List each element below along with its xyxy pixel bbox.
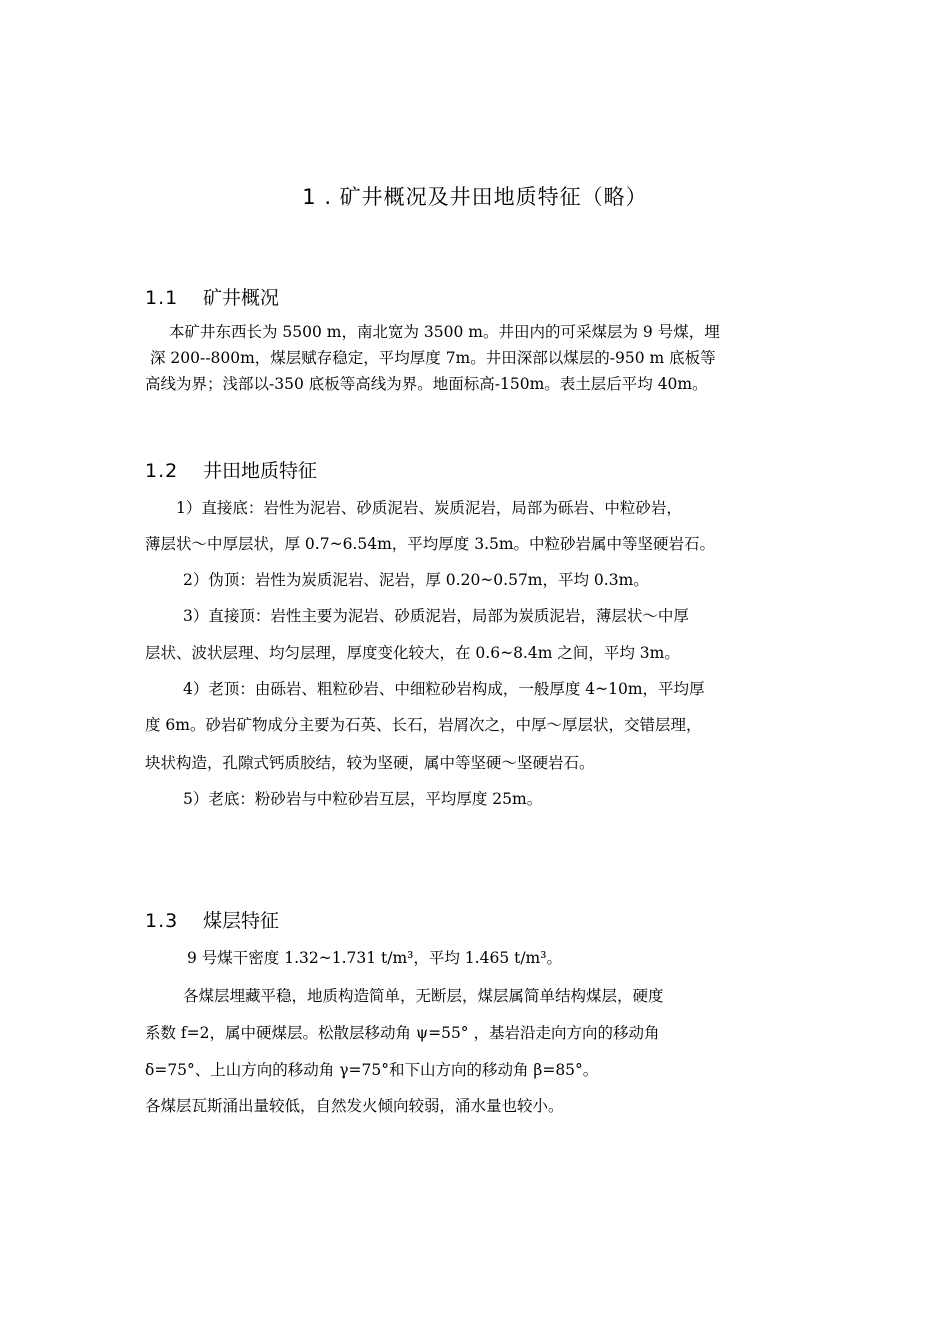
- paragraph-line: 高线为界；浅部以-350 底板等高线为界。地面标高-150m。表土层后平均 40m。: [145, 375, 708, 393]
- paragraph-line: 4）老顶：由砾岩、粗粒砂岩、中细粒砂岩构成，一般厚度 4~10m，平均厚: [183, 680, 705, 698]
- paragraph-line: 5）老底：粉砂岩与中粒砂岩互层，平均厚度 25m。: [183, 790, 543, 808]
- section-number: 1.1: [145, 287, 179, 309]
- paragraph-line: δ=75°、上山方向的移动角 γ=75°和下山方向的移动角 β=85°。: [145, 1061, 599, 1079]
- section-title: 矿井概况: [203, 287, 280, 309]
- paragraph-line: 层状、波状层理、均匀层理，厚度变化较大，在 0.6~8.4m 之间，平均 3m。: [145, 644, 680, 662]
- paragraph-line: 各煤层埋藏平稳，地质构造简单，无断层，煤层属简单结构煤层，硬度: [183, 987, 664, 1005]
- section-title: 井田地质特征: [203, 460, 318, 482]
- paragraph-line: 薄层状～中厚层状，厚 0.7~6.54m，平均厚度 3.5m。中粒砂岩属中等坚硬岩石。: [145, 535, 716, 553]
- paragraph-line: 度 6m。砂岩矿物成分主要为石英、长石，岩屑次之，中厚～厚层状，交错层理，: [145, 716, 702, 734]
- section-title: 煤层特征: [203, 910, 280, 932]
- paragraph-line: 深 200--800m，煤层赋存稳定，平均厚度 7m。井田深部以煤层的-950 m 底板等: [150, 349, 716, 367]
- section-heading-1-2: [145, 456, 317, 483]
- paragraph-line: 3）直接顶：岩性主要为泥岩、砂质泥岩，局部为炭质泥岩，薄层状～中厚: [183, 607, 689, 625]
- section-number: 1.2: [145, 460, 179, 482]
- paragraph-line: 块状构造，孔隙式钙质胶结，较为坚硬，属中等坚硬～坚硬岩石。: [145, 754, 595, 772]
- section-heading-1-1: [145, 283, 279, 310]
- document-title: 1 . 矿井概况及井田地质特征（略）: [302, 185, 648, 209]
- section-number: 1.3: [145, 910, 179, 932]
- paragraph-line: 本矿井东西长为 5500 m，南北宽为 3500 m。井田内的可采煤层为 9 号煤，埋: [169, 323, 720, 341]
- paragraph-line: 2）伪顶：岩性为炭质泥岩、泥岩，厚 0.20~0.57m，平均 0.3m。: [183, 571, 649, 589]
- paragraph-line: 1）直接底：岩性为泥岩、砂质泥岩、炭质泥岩，局部为砾岩、中粒砂岩，: [176, 499, 682, 517]
- paragraph-line: 9 号煤干密度 1.32~1.731 t/m³，平均 1.465 t/m³。: [187, 949, 562, 967]
- paragraph-line: 各煤层瓦斯涌出量较低，自然发火倾向较弱，涌水量也较小。: [145, 1097, 564, 1115]
- section-heading-1-3: [145, 906, 279, 933]
- paragraph-line: 系数 f=2，属中硬煤层。松散层移动角 ψ=55° ，基岩沿走向方向的移动角: [145, 1024, 660, 1042]
